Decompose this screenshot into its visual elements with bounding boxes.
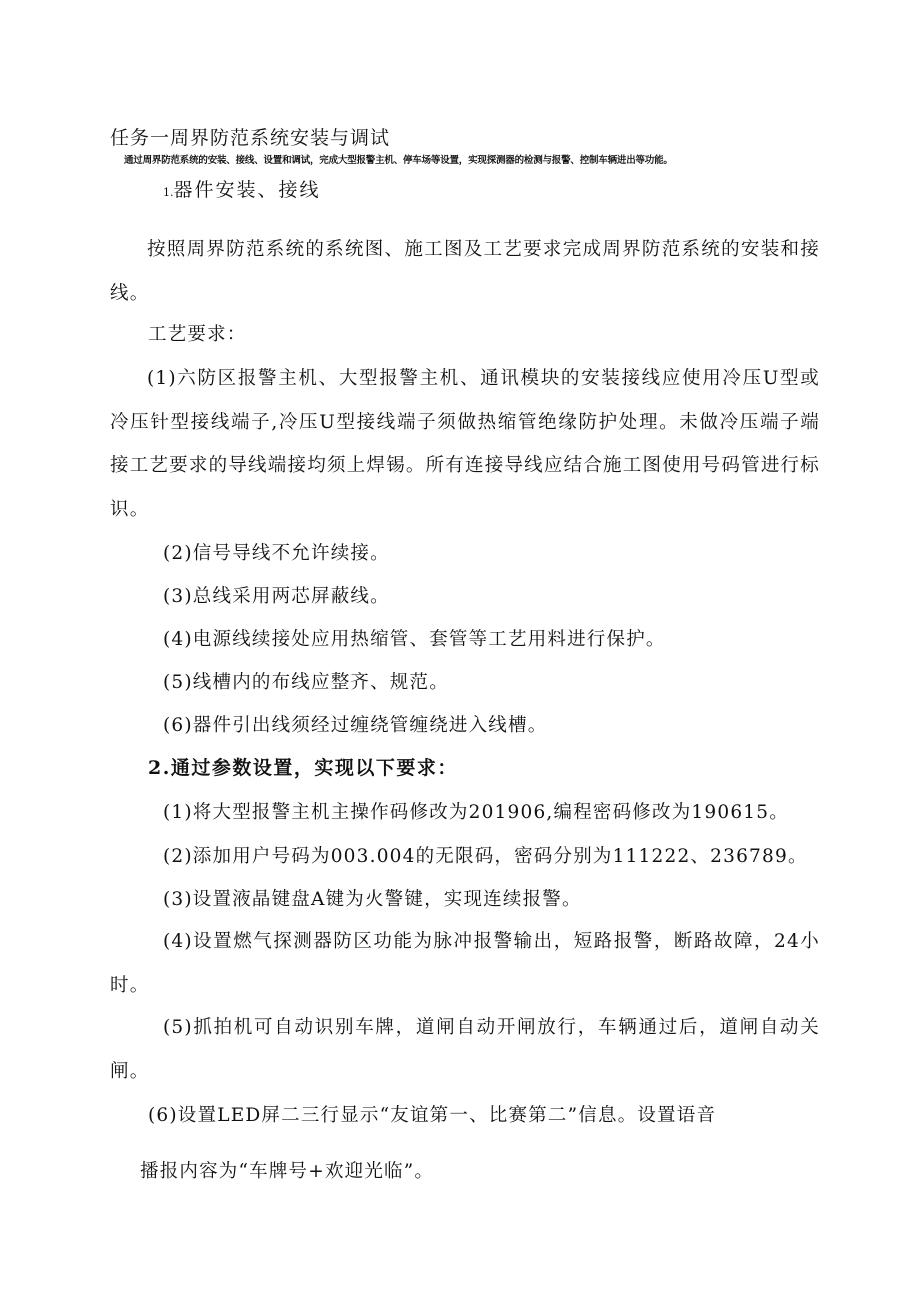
section-2-heading: 2.通过参数设置，实现以下要求： [148, 757, 458, 779]
section-1-number: 1. [163, 186, 174, 199]
requirement-item-2: (2)信号导线不允许续接。 [163, 543, 390, 564]
setting-item-6-continued: 播报内容为“车牌号+欢迎光临”。 [140, 1161, 435, 1182]
setting-item-1: (1)将大型报警主机主操作码修改为201906,编程密码修改为190615。 [163, 802, 789, 823]
section-1-title: 器件安装、接线 [173, 179, 321, 201]
setting-item-6: (6)设置LED屏二三行显示“友谊第一、比赛第二”信息。设置语音 [148, 1105, 717, 1126]
requirement-item-5: (5)线槽内的布线应整齐、规范。 [163, 672, 449, 693]
requirement-item-6: (6)器件引出线须经过缠绕管缠绕进入线槽。 [163, 715, 548, 736]
requirement-item-4: (4)电源线续接处应用热缩管、套管等工艺用料进行保护。 [163, 629, 666, 650]
document-title: 任务一周界防范系统安装与调试 [110, 127, 391, 149]
setting-item-2: (2)添加用户号码为003.004的无限码，密码分别为111222、236789。 [163, 846, 808, 867]
craft-requirements-label: 工艺要求： [148, 324, 247, 345]
section-1-intro: 按照周界防范系统的系统图、施工图及工艺要求完成周界防范系统的安装和接线。 [110, 239, 820, 304]
requirement-item-1: (1)六防区报警主机、大型报警主机、通讯模块的安装接线应使用冷压U型或冷压针型接线端子,冷压U型接线端子须做热缩管绝缘防护处理。未做冷压端子端接工艺要求的导线端接均须上焊锡。所有连接导线应结合施工图使用号码管进行标识。 [110, 368, 820, 520]
requirement-item-3: (3)总线采用两芯屏蔽线。 [163, 586, 390, 607]
setting-item-3: (3)设置液晶键盘A键为火警键，实现连续报警。 [163, 889, 582, 910]
task-description: 通过周界防范系统的安装、接线、设置和调试，完成大型报警主机、停车场等设置，实现探测器的检测与报警、控制车辆进出等功能。 [124, 155, 673, 166]
setting-item-5: (5)抓拍机可自动识别车牌，道闸自动开闸放行，车辆通过后，道闸自动关闸。 [110, 1017, 820, 1082]
setting-item-4: (4)设置燃气探测器防区功能为脉冲报警输出，短路报警，断路故障，24小时。 [110, 931, 820, 996]
section-1-heading [163, 175, 321, 202]
